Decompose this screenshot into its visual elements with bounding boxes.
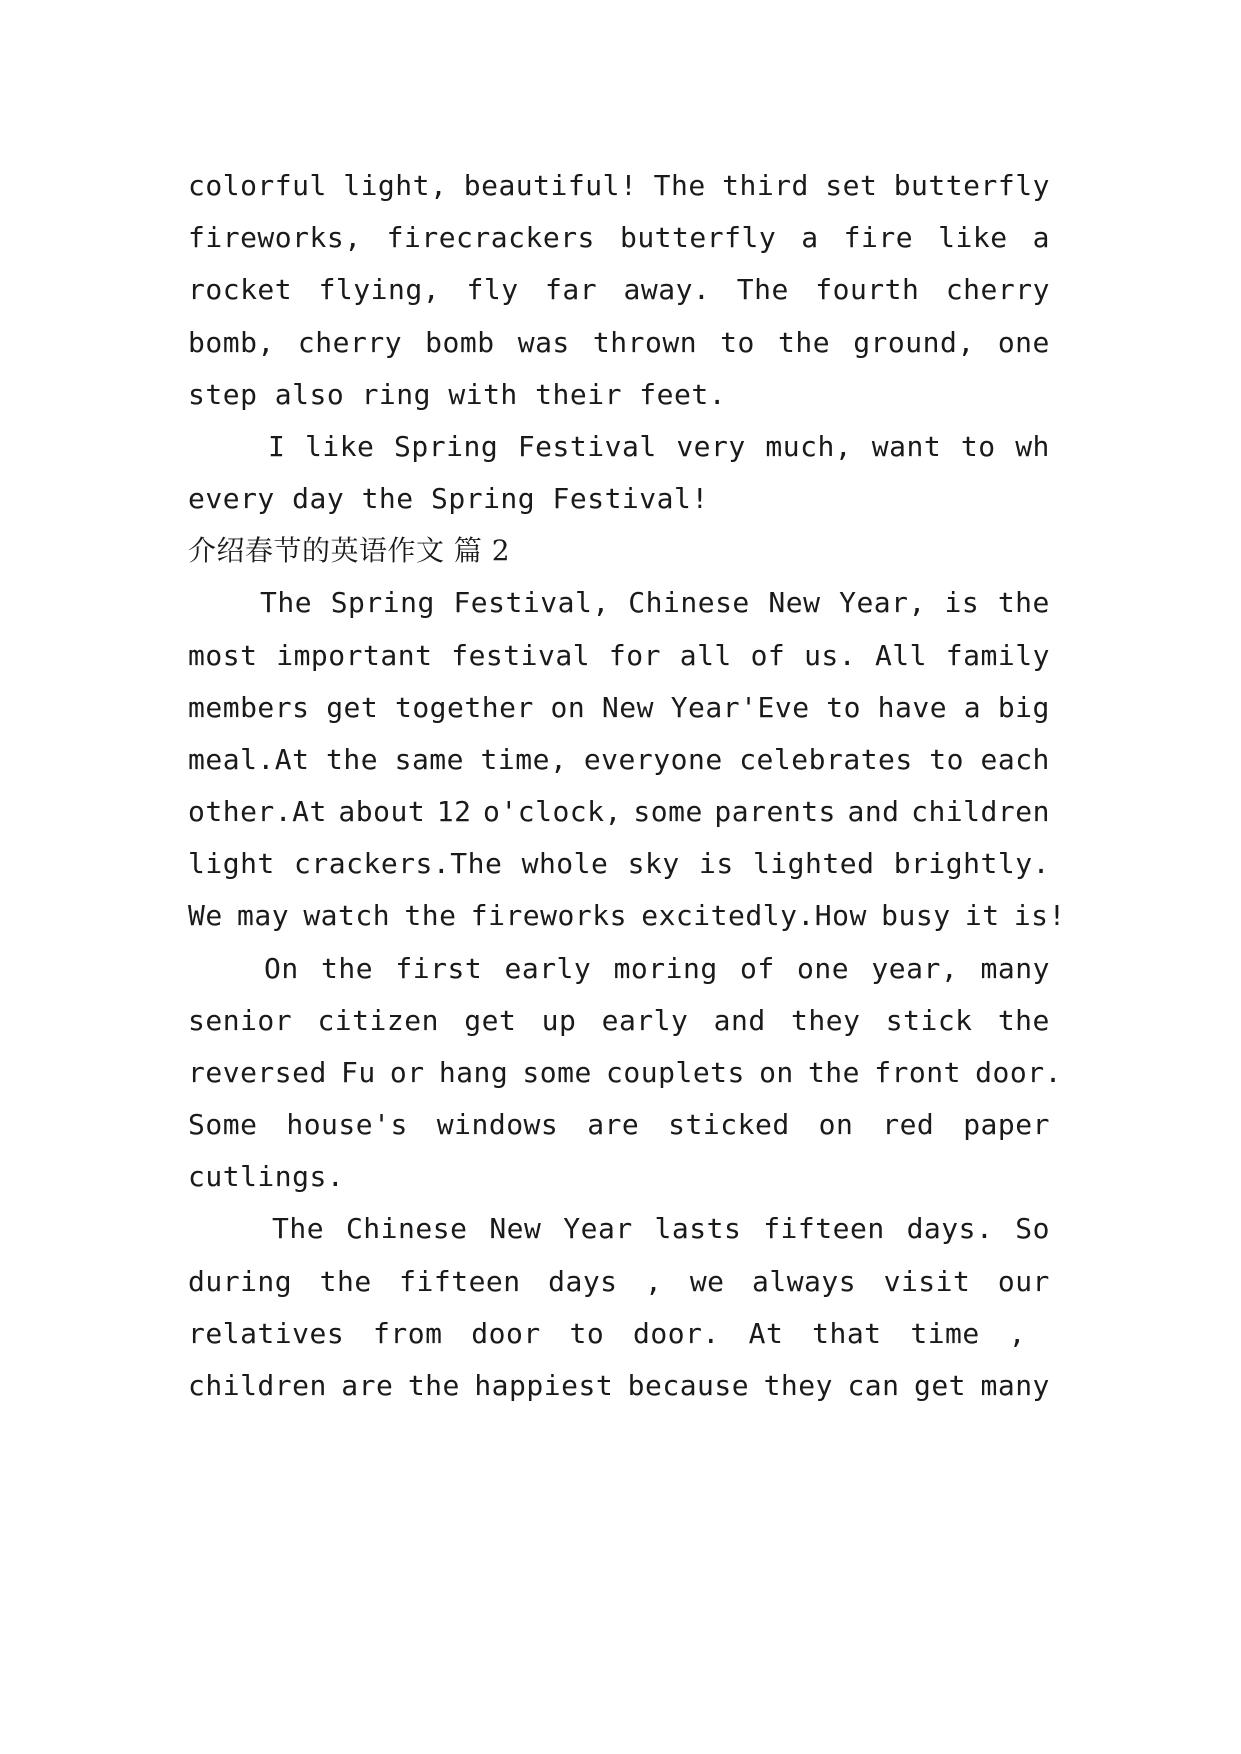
- text-line: bomb, cherry bomb was thrown to the ground, one: [188, 326, 1050, 359]
- text-line: Some house's windows are sticked on red paper: [188, 1108, 1050, 1141]
- text-line: step also ring with their feet.: [188, 378, 727, 411]
- text-line: relatives from door to door. At that time ,: [188, 1317, 1026, 1350]
- text-line: reversed Fu or hang some couplets on the front door.: [188, 1056, 1062, 1089]
- text-line: colorful light, beautiful! The third set butterfly: [188, 169, 1050, 202]
- text-line: most important festival for all of us. All family: [188, 639, 1050, 672]
- text-line: cutlings.: [188, 1160, 345, 1193]
- text-line: during the fifteen days , we always visit our: [188, 1265, 1050, 1298]
- text-line: fireworks, firecrackers butterfly a fire like a: [188, 221, 1050, 254]
- text-line: children are the happiest because they can get many: [188, 1369, 1050, 1402]
- text-line: members get together on New Year'Eve to have a big: [188, 691, 1050, 724]
- text-line: senior citizen get up early and they stick the: [188, 1004, 1050, 1037]
- paragraph-start-line: The Spring Festival, Chinese New Year, is the: [260, 586, 1050, 619]
- section-heading: 介绍春节的英语作文 篇 2: [188, 534, 511, 567]
- text-line: light crackers.The whole sky is lighted brightly.: [188, 847, 1050, 880]
- text-line: meal.At the same time, everyone celebrates to each: [188, 743, 1050, 776]
- paragraph-start-line: I like Spring Festival very much, want to wh: [268, 430, 1050, 463]
- text-line: rocket flying, fly far away. The fourth cherry: [188, 273, 1050, 306]
- paragraph-start-line: The Chinese New Year lasts fifteen days. So: [272, 1212, 1050, 1245]
- paragraph-start-line: On the first early moring of one year, many: [264, 952, 1050, 985]
- text-line: other.At about 12 o'clock, some parents and children: [188, 795, 1050, 828]
- text-line: every day the Spring Festival!: [188, 482, 709, 515]
- text-line: We may watch the fireworks excitedly.How busy it is!: [188, 899, 1066, 932]
